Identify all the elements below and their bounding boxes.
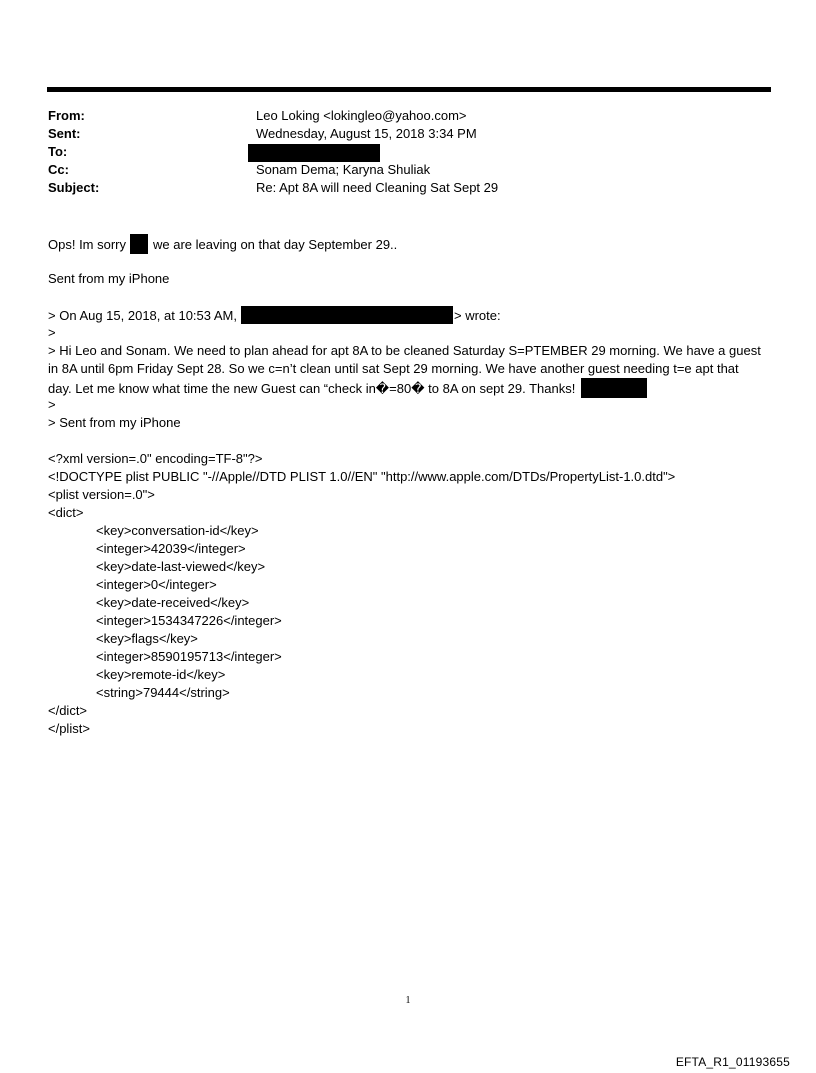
reply-line [48,234,397,254]
reply-name-redaction [130,234,148,254]
subject-value: Re: Apt 8A will need Cleaning Sat Sept 29 [256,180,499,195]
to-redaction [248,144,380,162]
quote-signature: > Sent from my iPhone [48,415,181,430]
quote-intro-text: > On Aug 15, 2018, at 10:53 AM, [48,308,238,323]
cc-label: Cc: [48,162,69,177]
plist-entry: <key>date-received</key> [96,595,250,610]
from-value: Leo Loking <lokingleo@yahoo.com> [256,108,467,123]
plist-dict-open: <dict> [48,505,84,520]
plist-entry: <integer>1534347226</integer> [96,613,282,628]
plist-dict-close: </dict> [48,703,88,718]
quote-blank-line: > [48,397,56,412]
quote-body-line: in 8A until 6pm Friday Sept 28. So we c=n’t clean until sat Sept 29 morning. We have another guest needing t=e apt that [48,361,739,376]
reply-text-start: Ops! Im sorry [48,237,127,252]
cc-value: Sonam Dema; Karyna Shuliak [256,162,431,177]
plist-entry: <integer>0</integer> [96,577,217,592]
plist-entry: <string>79444</string> [96,685,230,700]
plist-entry: <integer>42039</integer> [96,541,246,556]
quote-sender-redaction [241,306,453,324]
sent-value: Wednesday, August 15, 2018 3:34 PM [256,126,477,141]
plist-entry: <integer>8590195713</integer> [96,649,282,664]
header-rule [47,87,771,92]
plist-entry: <key>date-last-viewed</key> [96,559,266,574]
document-id-stamp: EFTA_R1_01193655 [675,1055,790,1069]
to-label: To: [48,144,68,159]
quote-intro-wrote: > wrote: [454,308,501,323]
sent-label: Sent: [48,126,81,141]
quote-body-line: > Hi Leo and Sonam. We need to plan ahead for apt 8A to be cleaned Saturday S=PTEMBER 29 morning. We have a guest [48,343,761,358]
quote-signoff-redaction [581,378,647,398]
plist-doctype: <!DOCTYPE plist PUBLIC "-//Apple//DTD PLIST 1.0//EN" "http://www.apple.com/DTDs/PropertyList-1.0.dtd"> [48,469,676,484]
plist-xml-declaration: <?xml version=.0" encoding=TF-8"?> [48,451,263,466]
plist-open-tag: <plist version=.0"> [48,487,155,502]
quote-body-text: day. Let me know what time the new Guest can “check in�=80� to 8A on sept 29. Thanks! [48,381,576,396]
quote-blank-line: > [48,325,56,340]
page-number: 1 [405,995,411,1006]
from-label: From: [48,108,85,123]
subject-label: Subject: [48,180,100,195]
reply-text-end: we are leaving on that day September 29.. [153,237,398,252]
plist-entry: <key>remote-id</key> [96,667,226,682]
plist-entry: <key>conversation-id</key> [96,523,259,538]
plist-entry: <key>flags</key> [96,631,198,646]
plist-close-tag: </plist> [48,721,90,736]
quote-body-line [48,378,647,398]
reply-signature: Sent from my iPhone [48,271,170,286]
quote-intro-line [48,306,501,325]
